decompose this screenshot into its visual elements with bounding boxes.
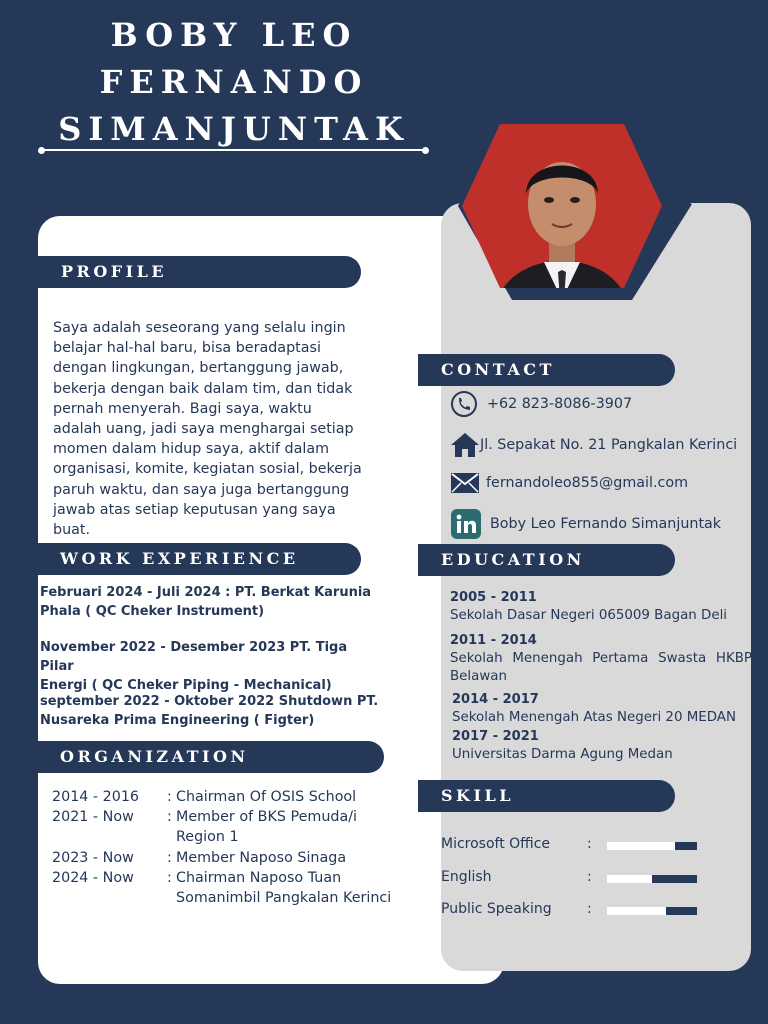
name-line-2: FERNANDO xyxy=(99,63,369,101)
organization-role: Member of BKS Pemuda/i Region 1 xyxy=(176,809,358,846)
organization-role: Member Naposo Sinaga xyxy=(176,849,347,866)
home-icon xyxy=(450,431,480,459)
education-item xyxy=(450,632,752,686)
skill-name: English xyxy=(441,869,492,885)
skill-header xyxy=(418,780,675,812)
organization-row: 2021 - Now : Member of BKS Pemuda/i Region 1 xyxy=(52,807,432,847)
contact-phone[interactable] xyxy=(450,390,632,418)
skill-row: English : xyxy=(441,869,701,887)
work-experience-header xyxy=(38,543,361,575)
linkedin-name: Boby Leo Fernando Simanjuntak xyxy=(490,516,722,532)
contact-linkedin[interactable] xyxy=(450,508,721,540)
organization-year: 2024 - Now xyxy=(52,869,134,886)
linkedin-icon xyxy=(450,508,482,540)
work-item-line: Phala ( QC Cheker Instrument) xyxy=(40,604,265,619)
work-item-line: Nusareka Prima Engineering ( Figter) xyxy=(40,713,315,728)
work-item xyxy=(40,638,385,695)
education-school: Sekolah Dasar Negeri 065009 Bagan Deli xyxy=(450,608,728,623)
organization-header xyxy=(38,741,384,773)
organization-role: Chairman Of OSIS School xyxy=(176,789,357,805)
organization-row: 2023 - Now : Member Naposo Sinaga xyxy=(52,848,432,868)
profile-photo xyxy=(452,124,692,300)
profile-line: bekerja dengan baik dalam tim, dan tidak xyxy=(53,380,353,397)
skill-level-fill xyxy=(607,907,666,915)
right-panel xyxy=(441,203,751,971)
profile-line: jawab atas setiap keputusan yang saya xyxy=(53,501,336,518)
profile-line: Saya adalah seseorang yang selalu ingin xyxy=(53,320,346,336)
underline-dot-right xyxy=(422,147,429,154)
work-item-line: september 2022 - Oktober 2022 Shutdown PT. xyxy=(40,694,379,709)
phone-icon xyxy=(450,390,478,418)
name-line-3: SIMANJUNTAK xyxy=(58,110,410,148)
skill-name: Public Speaking xyxy=(441,901,552,917)
skill-level-bar xyxy=(607,907,697,915)
skill-level-fill xyxy=(607,842,675,850)
organization-year: 2014 - 2016 xyxy=(52,789,140,805)
contact-email[interactable] xyxy=(450,472,688,494)
candidate-name xyxy=(40,12,428,153)
skill-name: Microsoft Office xyxy=(441,836,551,852)
profile-line: paruh waktu, dan saya juga bertanggung xyxy=(53,481,350,498)
contact-title: CONTACT xyxy=(441,360,555,379)
education-item xyxy=(452,691,752,727)
profile-header xyxy=(38,256,361,288)
education-header xyxy=(418,544,675,576)
phone-number: +62 823-8086-3907 xyxy=(487,396,633,412)
skill-title: SKILL xyxy=(441,786,514,805)
organization-list xyxy=(52,787,432,908)
profile-line: momen dalam hidup saya, aktif dalam xyxy=(53,441,330,458)
skill-level-bar xyxy=(607,875,697,883)
mail-icon xyxy=(450,472,480,494)
work-item xyxy=(40,692,385,730)
profile-line: adalah uang, jadi saya menghargai setiap xyxy=(53,421,354,438)
education-title: EDUCATION xyxy=(441,550,585,569)
organization-role: Chairman Naposo Tuan Somanimbil Pangkalan Kerinci xyxy=(176,869,392,907)
profile-title: PROFILE xyxy=(61,262,168,281)
work-experience-title: WORK EXPERIENCE xyxy=(60,549,299,568)
name-line-1: BOBY LEO xyxy=(110,16,358,54)
skill-row: Microsoft Office : xyxy=(441,836,701,854)
profile-summary xyxy=(53,318,398,540)
address-text: Jl. Sepakat No. 21 Pangkalan Kerinci xyxy=(480,437,738,453)
profile-line: dengan lingkungan, bertanggung jawab, xyxy=(53,360,344,377)
education-years: 2014 - 2017 xyxy=(452,692,539,707)
education-school: Sekolah Menengah Pertama Swasta HKBP Belawan xyxy=(450,651,752,684)
work-item-line: November 2022 - Desember 2023 PT. Tiga Pilar xyxy=(40,640,348,674)
education-years: 2017 - 2021 xyxy=(452,729,539,744)
profile-line: belajar hal-hal baru, bisa beradaptasi xyxy=(53,340,321,357)
contact-address xyxy=(450,431,737,459)
education-years: 2011 - 2014 xyxy=(450,633,537,648)
profile-line: buat. xyxy=(53,522,91,539)
education-school: Sekolah Menengah Atas Negeri 20 MEDAN xyxy=(452,710,736,725)
contact-header xyxy=(418,354,675,386)
organization-row: 2024 - Now : Chairman Naposo Tuan Somanimbil Pangkalan Kerinci xyxy=(52,868,432,908)
organization-title: ORGANIZATION xyxy=(60,747,249,766)
education-school: Universitas Darma Agung Medan xyxy=(452,747,673,762)
organization-year: 2023 - Now xyxy=(52,849,134,866)
name-underline xyxy=(42,149,426,151)
profile-line: pernah menyerah. Bagi saya, waktu xyxy=(53,400,312,417)
work-item-line: Energi ( QC Cheker Piping - Mechanical) xyxy=(40,678,332,693)
work-item xyxy=(40,583,385,621)
skill-level-fill xyxy=(607,875,652,883)
email-address: fernandoleo855@gmail.com xyxy=(486,475,689,491)
education-item xyxy=(450,589,750,625)
education-years: 2005 - 2011 xyxy=(450,590,537,605)
organization-year: 2021 - Now xyxy=(52,809,134,826)
skill-level-bar xyxy=(607,842,697,850)
education-item xyxy=(452,728,752,764)
work-item-line: Februari 2024 - Juli 2024 : PT. Berkat Karunia xyxy=(40,585,372,600)
organization-row: 2014 - 2016 : Chairman Of OSIS School xyxy=(52,787,432,807)
underline-dot-left xyxy=(38,147,45,154)
skill-row: Public Speaking : xyxy=(441,901,701,919)
profile-line: organisasi, komite, kegiatan sosial, bekerja xyxy=(53,461,362,478)
